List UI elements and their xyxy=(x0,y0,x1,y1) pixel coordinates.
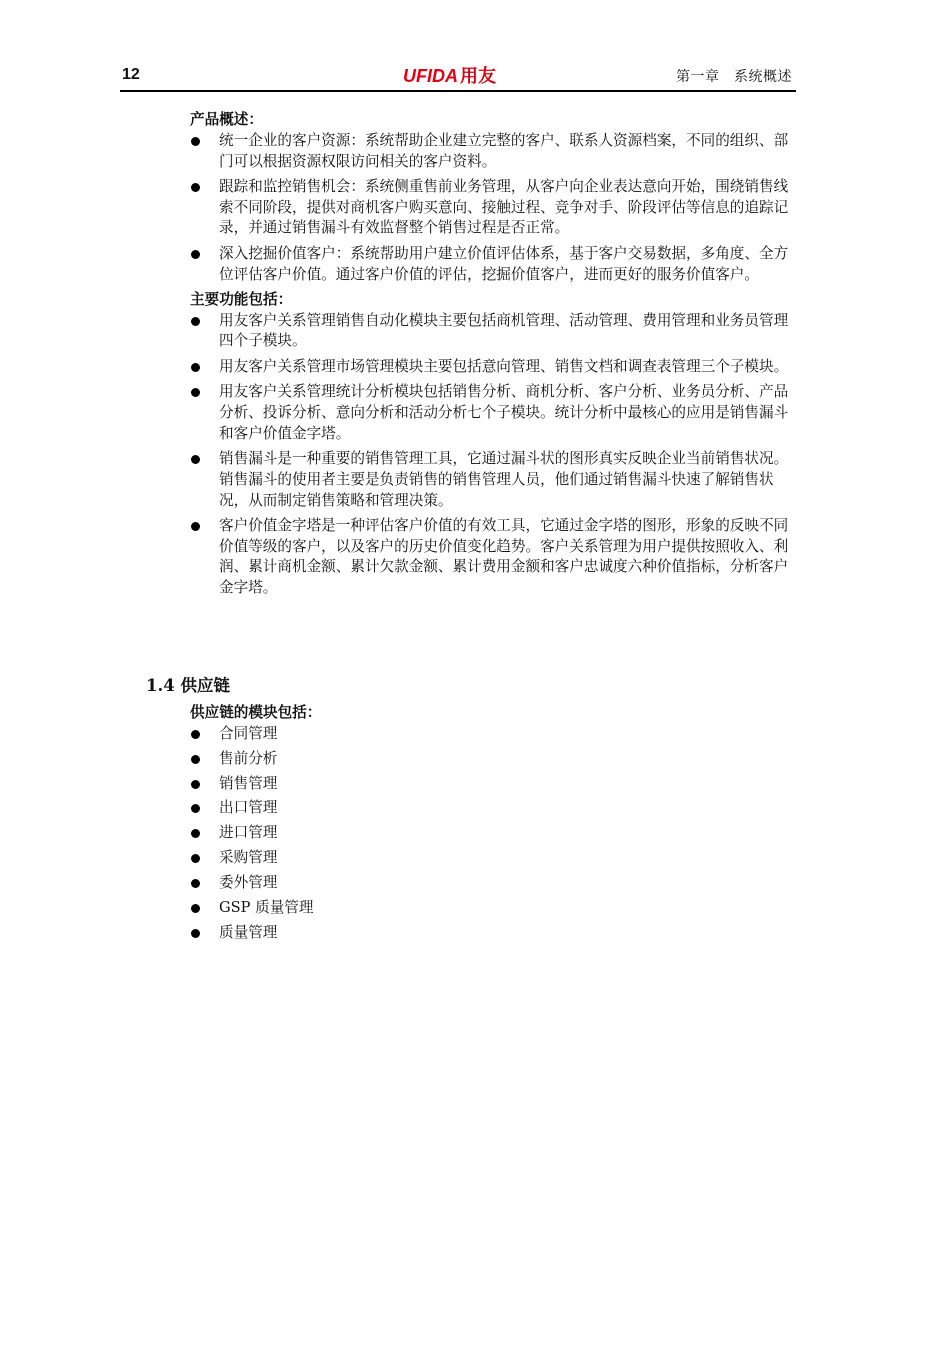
list-item: 合同管理 xyxy=(190,724,796,745)
list-item: 用友客户关系管理统计分析模块包括销售分析、商机分析、客户分析、业务员分析、产品分析、投诉分析、意向分析和活动分析七个子模块。统计分析中最核心的应用是销售漏斗和客户价值金字塔。 xyxy=(190,382,796,444)
ufida-logo xyxy=(403,62,496,88)
chapter-title: 第一章 系统概述 xyxy=(676,69,792,85)
supply-chain-list xyxy=(190,724,796,944)
features-list xyxy=(190,311,796,599)
list-item: 进口管理 xyxy=(190,823,796,844)
list-item: 销售漏斗是一种重要的销售管理工具，它通过漏斗状的图形真实反映企业当前销售状况。销售漏斗的使用者主要是负责销售的销售管理人员，他们通过销售漏斗快速了解销售状况，从而制定销售策略和管理决策。 xyxy=(190,449,796,511)
page-number: 12 xyxy=(122,66,140,83)
list-item: 委外管理 xyxy=(190,873,796,894)
page-header xyxy=(120,60,796,92)
list-item: 跟踪和监控销售机会：系统侧重售前业务管理，从客户向企业表达意向开始，围绕销售线索不同阶段，提供对商机客户购买意向、接触过程、竞争对手、阶段评估等信息的追踪记录，并通过销售漏斗有效监督整个销售过程是否正常。 xyxy=(190,177,796,239)
features-label: 主要功能包括： xyxy=(190,290,293,308)
list-item: 统一企业的客户资源：系统帮助企业建立完整的客户、联系人资源档案，不同的组织、部门可以根据资源权限访问相关的客户资料。 xyxy=(190,131,796,173)
overview-list xyxy=(190,131,796,286)
logo-cn: 用友 xyxy=(460,66,496,86)
list-item: 质量管理 xyxy=(190,923,796,944)
list-item: 出口管理 xyxy=(190,798,796,819)
supply-chain-label: 供应链的模块包括： xyxy=(190,704,322,721)
logo-latin: UFIDA xyxy=(403,66,458,86)
supply-chain-content xyxy=(190,703,796,948)
overview-label: 产品概述： xyxy=(190,111,263,128)
list-item: 客户价值金字塔是一种评估客户价值的有效工具，它通过金字塔的图形，形象的反映不同价值等级的客户，以及客户的历史价值变化趋势。客户关系管理为用户提供按照收入、利润、累计商机金额、累计欠款金额、累计费用金额和客户忠诚度六种价值指标，分析客户金字塔。 xyxy=(190,516,796,599)
section-heading: 1.4 供应链 xyxy=(146,676,230,695)
list-item: 采购管理 xyxy=(190,848,796,869)
list-item: 销售管理 xyxy=(190,774,796,795)
list-item: 深入挖掘价值客户：系统帮助用户建立价值评估体系，基于客户交易数据，多角度、全方位评估客户价值。通过客户价值的评估，挖掘价值客户，进而更好的服务价值客户。 xyxy=(190,244,796,286)
list-item: 用友客户关系管理市场管理模块主要包括意向管理、销售文档和调查表管理三个子模块。 xyxy=(190,357,796,378)
list-item: GSP 质量管理 xyxy=(190,898,796,919)
list-item: 售前分析 xyxy=(190,749,796,770)
crm-content xyxy=(190,110,796,604)
list-item: 用友客户关系管理销售自动化模块主要包括商机管理、活动管理、费用管理和业务员管理四个子模块。 xyxy=(190,311,796,353)
